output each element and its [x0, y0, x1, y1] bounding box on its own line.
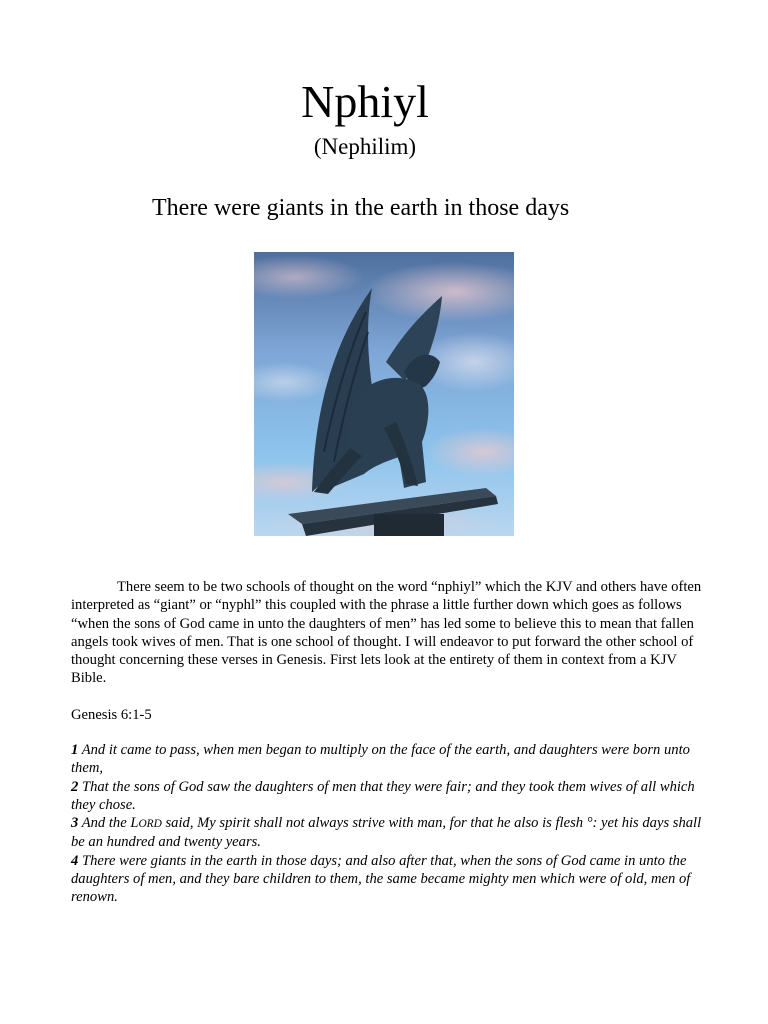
verse-number: 2	[71, 778, 79, 795]
verse-list	[71, 741, 711, 907]
verse-text-smallcaps: ORD	[138, 818, 162, 831]
verse-2	[71, 778, 711, 815]
scripture-reference: Genesis 6:1-5	[71, 707, 152, 723]
verse-4	[71, 852, 711, 907]
verse-3	[71, 814, 711, 852]
verse-number: 4	[71, 852, 79, 869]
verse-text: And it came to pass, when men began to multiply on the face of the earth, and daughters were born unto them,	[71, 742, 690, 777]
verse-text-after: said, My spirit shall not always strive with man, for that he also is flesh °: yet his days shall be an hundred and twenty years.	[71, 815, 702, 851]
intro-paragraph	[71, 578, 703, 688]
intro-paragraph-text: There seem to be two schools of thought on the word “nphiyl” which the KJV and others have often interpreted as “giant” or “nyphl” this coupled with the phrase a little further down which goes as follows “when the sons of God came in unto the daughters of men” has led some to believe this to mean that fallen angels took wives of men. That is one school of thought. I will endeavor to put forward the other school of thought concerning these verses in Genesis. First lets look at the entirety of them in context from a KJV Bible.	[71, 579, 702, 687]
page-subtitle: (Nephilim)	[313, 134, 417, 159]
verse-1	[71, 741, 711, 778]
verse-number: 3	[71, 815, 79, 832]
gargoyle-illustration	[254, 252, 514, 536]
verse-text: That the sons of God saw the daughters of men that they were fair; and they took them wives of all which they chose.	[71, 778, 695, 813]
verse-number: 1	[71, 742, 79, 758]
verse-text: There were giants in the earth in those days; and also after that, when the sons of God came in unto the daughters of men, and they bare children to them, the same became mighty men which were of old, men of renown.	[71, 852, 691, 906]
gargoyle-image	[254, 252, 514, 536]
verse-text-before: And the L	[81, 815, 139, 832]
tagline: There were giants in the earth in those days	[152, 195, 570, 221]
page-title: Nphiyl	[301, 76, 429, 127]
